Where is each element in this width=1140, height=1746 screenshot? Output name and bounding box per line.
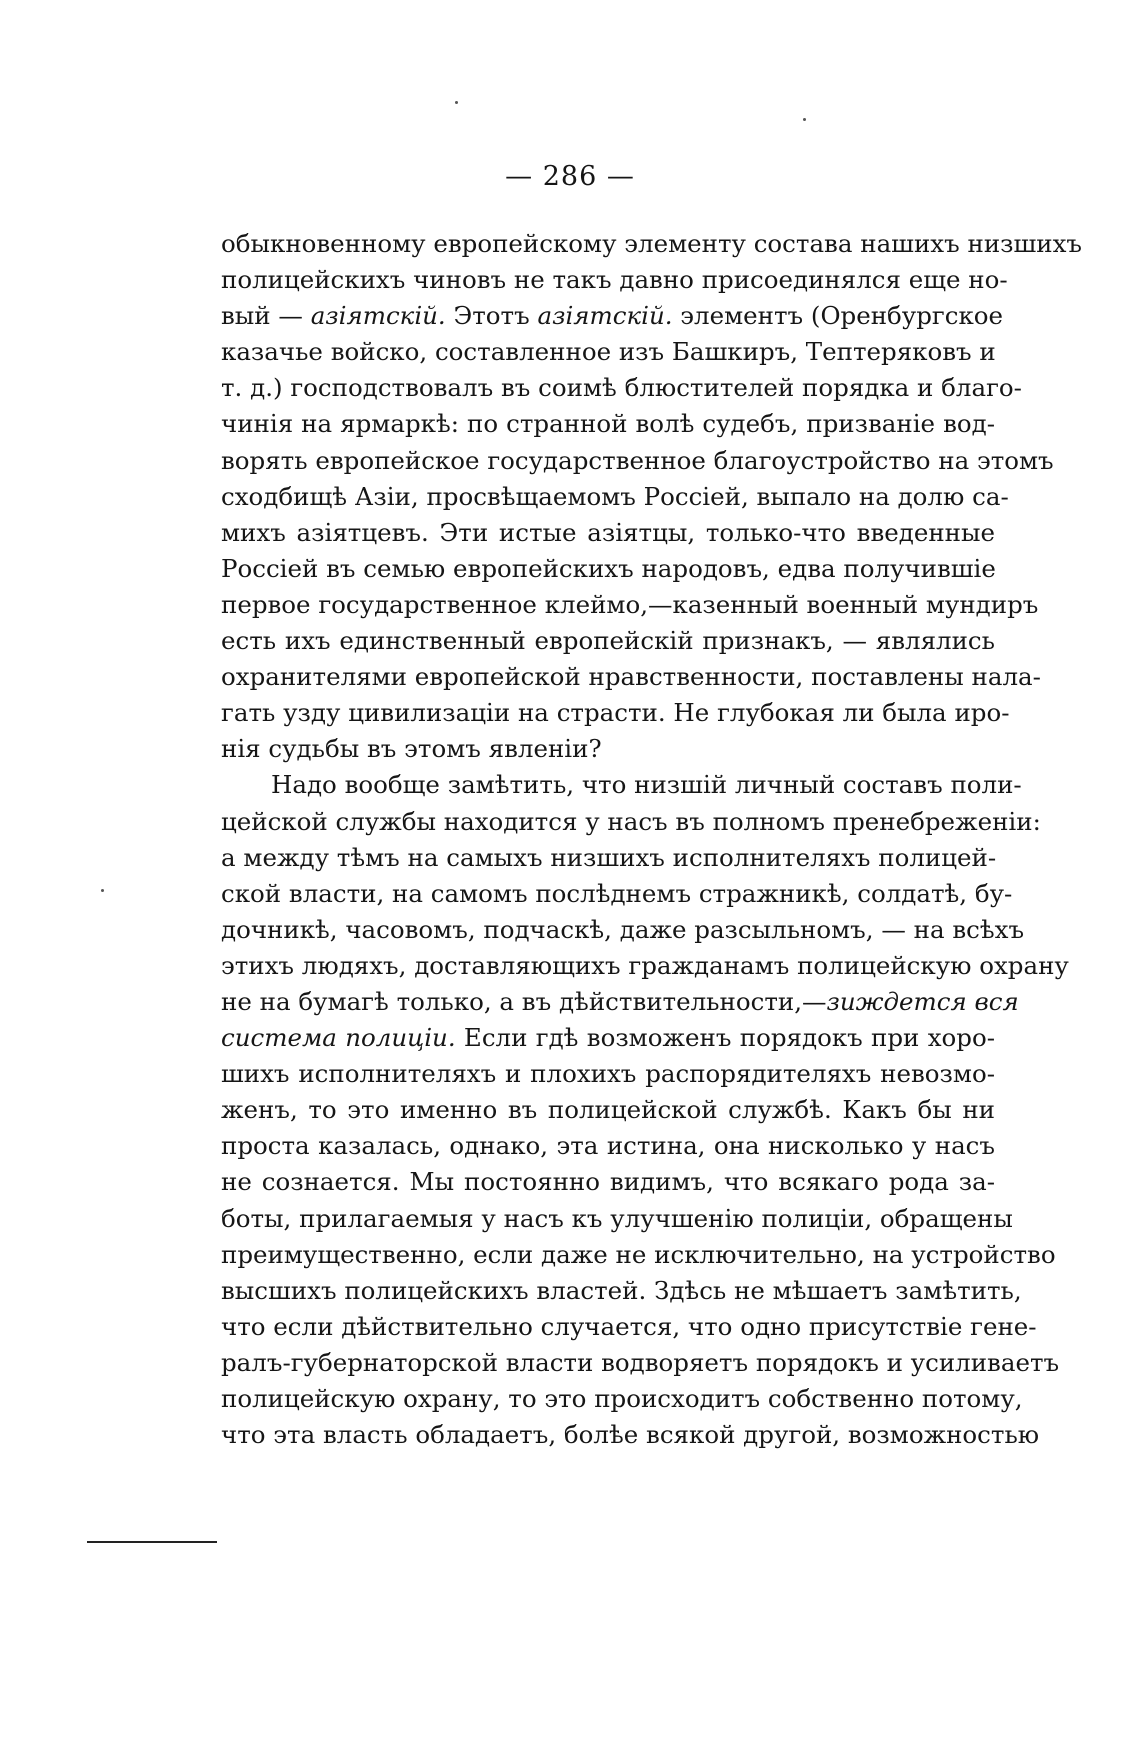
text-line [221,1273,1022,1309]
text-line [221,406,995,442]
text-line [221,1201,1013,1237]
text-line [221,912,1025,948]
text-span: шихъ исполнителяхъ и плохихъ распорядителяхъ невозмо- [221,1059,995,1089]
italic-span: система полиціи. [221,1023,456,1053]
text-span: элементъ (Оренбургское [672,301,1004,331]
text-span: казачье войско, составленное изъ Башкиръ, Тептеряковъ и [221,337,996,367]
text-span: полицейскую охрану, то это происходитъ собственно потому, [221,1384,1023,1413]
text-line [221,334,995,370]
text-line [221,876,1013,912]
text-line [221,587,1039,623]
text-line [221,1345,1060,1381]
text-line [221,623,995,659]
text-span: этихъ людяхъ, доставляющихъ гражданамъ полицейскую охрану [221,950,1069,980]
text-line [221,1056,995,1092]
text-span: женъ, то это именно въ полицейской службѣ. Какъ бы ни [221,1095,995,1125]
text-line [221,767,1022,803]
text-line [221,1309,1037,1345]
paragraph [221,767,1069,1453]
text-line [221,443,1054,479]
text-line [221,804,1041,840]
text-span: гать узду цивилизаціи на страсти. Не глубокая ли была иро- [221,698,1010,728]
text-body [221,226,1083,1453]
paragraph [221,226,1083,767]
text-line [221,226,1083,262]
scan-speck [101,889,104,892]
text-line [221,984,1019,1020]
text-span: есть ихъ единственный европейскій признакъ, — являлись [221,626,995,656]
text-line [221,1164,995,1200]
text-line [221,551,995,587]
text-span: Этотъ [445,301,538,331]
text-span: не сознается. Мы постоянно видимъ, что всякаго рода за- [221,1167,995,1197]
text-line [221,370,1022,406]
text-span: ворять европейское государственное благоустройство на этомъ [221,445,1054,475]
text-span: т. д.) господствовалъ въ соимѣ блюстителей порядка и благо- [221,373,1022,403]
scan-speck [803,118,806,121]
text-line [221,695,1010,731]
scan-speck [455,101,458,104]
text-line [221,1092,995,1128]
text-span: сходбищѣ Азіи, просвѣщаемомъ Россіей, выпало на долю са- [221,481,1009,511]
text-span: Если гдѣ возможенъ порядокъ при хоро- [455,1023,995,1053]
text-span: цейской службы находится у насъ въ полномъ пренебреженіи: [221,806,1041,836]
text-span: чинія на ярмаркѣ: по странной волѣ судебъ, призваніе вод- [221,409,995,439]
text-line [221,1417,1040,1453]
text-span: обыкновенному европейскому элементу состава нашихъ низшихъ [221,229,1083,258]
text-line [221,1381,1023,1417]
text-span: первое государственное клеймо,—казенный военный мундиръ [221,589,1039,619]
text-span: Россіей въ семью европейскихъ народовъ, едва получившіе [221,553,996,583]
italic-span: азіятскій. [537,301,673,331]
text-span: проста казалась, однако, эта истина, она нисколько у насъ [221,1131,995,1161]
text-span: высшихъ полицейскихъ властей. Здѣсь не мѣшаетъ замѣтить, [221,1275,1022,1305]
text-line [221,1128,995,1164]
text-line [221,948,1069,984]
text-line [221,659,1041,695]
text-span: охранителями европейской нравственности, поставлены нала- [221,662,1041,692]
text-span: нія судьбы въ этомъ явленіи? [221,734,602,764]
text-line [221,479,1009,515]
text-span: михъ азіятцевъ. Эти истые азіятцы, только-что введенные [221,517,995,547]
text-span: ралъ-губернаторской власти водворяетъ порядокъ и усиливаетъ [221,1347,1060,1377]
text-span: не на бумагѣ только, а въ дѣйствительности,— [221,986,827,1016]
text-span: что если дѣйствительно случается, что одно присутствіе гене- [221,1311,1037,1341]
italic-span: зиждется вся [826,986,1019,1016]
text-span: а между тѣмъ на самыхъ низшихъ исполнителяхъ полицей- [221,842,997,872]
text-span: дочникѣ, часовомъ, подчаскѣ, даже разсыльномъ, — на всѣхъ [221,914,1025,944]
text-span: боты, прилагаемыя у насъ къ улучшенію полиціи, обращены [221,1203,1013,1233]
text-line [221,1237,1056,1273]
text-line [221,262,1008,298]
footnote-rule [87,1541,217,1543]
text-line [221,515,995,551]
italic-span: азіятскій. [310,301,446,331]
text-span: вый — [221,301,311,331]
text-span: что эта власть обладаетъ, болѣе всякой другой, возможностью [221,1420,1040,1450]
text-span: преимущественно, если даже не исключительно, на устройство [221,1239,1056,1269]
page-number: — 286 — [505,161,635,192]
text-line [221,840,995,876]
text-span: Надо вообще замѣтить, что низшій личный составъ поли- [271,770,1022,800]
text-line [221,1020,995,1056]
text-span: полицейскихъ чиновъ не такъ давно присоединялся еще но- [221,265,1008,295]
text-span: ской власти, на самомъ послѣднемъ стражникѣ, солдатѣ, бу- [221,878,1013,908]
text-line [221,298,1004,334]
text-line [221,731,995,767]
